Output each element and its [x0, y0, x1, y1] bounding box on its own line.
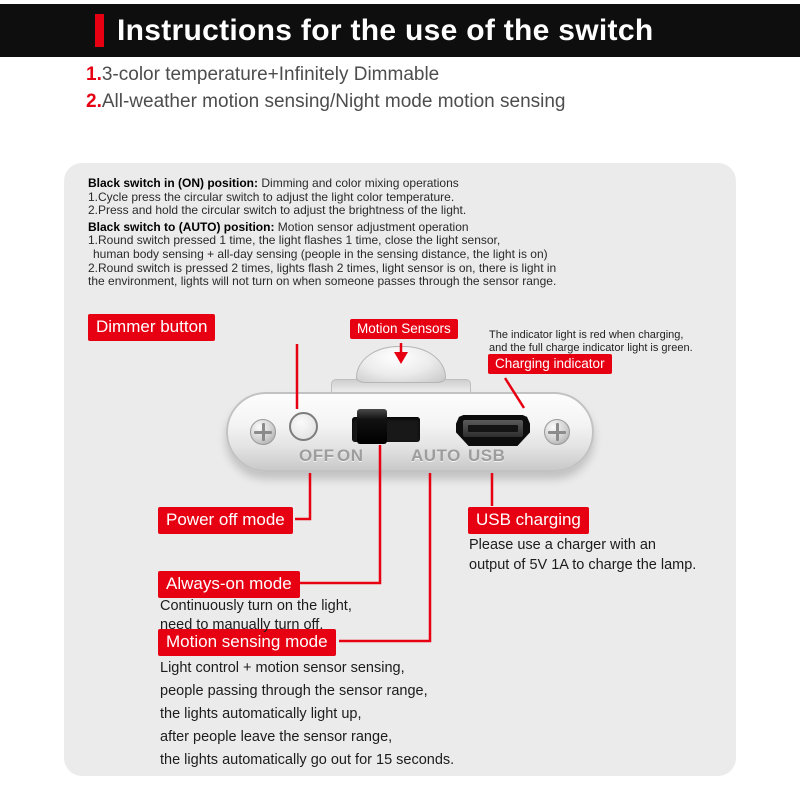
manual-auto-subtitle: Motion sensor adjustment operation: [277, 219, 469, 234]
motion-mode-note: [160, 657, 454, 772]
feature-2-text: All-weather motion sensing/Night mode motion sensing: [101, 91, 566, 112]
callout-motion-sensors: Motion Sensors: [350, 319, 458, 339]
feature-1-number: 1.: [86, 64, 102, 85]
callout-motion-sensing-mode: Motion sensing mode: [158, 629, 336, 656]
callout-dimmer-button: Dimmer button: [88, 314, 215, 341]
charging-note: [489, 329, 693, 354]
usb-port: [456, 415, 530, 446]
motion-note-line-1: Light control + motion sensor sensing,: [160, 660, 405, 676]
page-title: Instructions for the use of the switch: [117, 13, 654, 47]
charging-note-line-1: The indicator light is red when charging,: [489, 329, 684, 341]
manual-auto-step-1: 1.Round switch pressed 1 time, the light flashes 1 time, close the light sensor,: [88, 233, 501, 248]
usb-port-inner: [463, 420, 523, 437]
usb-note-line-1: Please use a charger with an: [469, 537, 656, 553]
mode-switch-knob: [357, 409, 387, 444]
manual-auto-title: Black switch to (AUTO) position:: [88, 219, 275, 234]
feature-2-number: 2.: [86, 91, 102, 112]
manual-on-step-1: 1.Cycle press the circular switch to adjust the light color temperature.: [88, 189, 455, 204]
motion-note-line-2: people passing through the sensor range,: [160, 683, 428, 699]
manual-on-step-2: 2.Press and hold the circular switch to adjust the brightness of the light.: [88, 203, 467, 218]
motion-sensor-dome: [356, 346, 446, 383]
screw-slot-v: [262, 423, 265, 441]
motion-note-line-5: the lights automatically go out for 15 seconds.: [160, 752, 455, 768]
motion-note-line-4: after people leave the sensor range,: [160, 729, 393, 745]
screw-icon-right: [544, 419, 570, 445]
manual-on-subtitle: Dimming and color mixing operations: [261, 176, 459, 190]
always-on-note-line-2: need to manually turn off.: [160, 617, 324, 633]
usb-note-line-2: output of 5V 1A to charge the lamp.: [469, 556, 697, 573]
screw-icon-left: [250, 419, 276, 445]
manual-auto-step-2: 2.Round switch is pressed 2 times, lights flash 2 times, light sensor is on, there is light in: [88, 260, 557, 275]
charging-note-line-2: and the full charge indicator light is green.: [489, 341, 693, 354]
always-on-note: [160, 597, 352, 635]
motion-note-line-3: the lights automatically light up,: [160, 706, 362, 722]
screw-slot-v: [556, 423, 559, 441]
callout-always-on-mode: Always-on mode: [158, 571, 300, 598]
marking-on: ON: [337, 446, 364, 465]
callout-usb-charging: USB charging: [468, 507, 589, 534]
usb-port-slot: [468, 425, 518, 432]
manual-on-title: Black switch in (ON) position:: [88, 176, 259, 190]
manual-auto-step-2b: the environment, lights will not turn on when someone passes through the sensor range.: [88, 274, 557, 289]
marking-off: OFF: [299, 446, 335, 465]
manual-auto-step-1b: human body sensing + all-day sensing (people in the sensing distance, the light is on): [93, 246, 548, 261]
feature-1-text: 3-color temperature+Infinitely Dimmable: [101, 64, 440, 85]
usb-note: [469, 536, 696, 575]
marking-auto: AUTO: [411, 446, 461, 465]
callout-charging-indicator: Charging indicator: [488, 354, 612, 374]
callout-power-off-mode: Power off mode: [158, 507, 293, 534]
always-on-note-line-1: Continuously turn on the light,: [160, 598, 352, 614]
dimmer-round-button: [289, 412, 318, 441]
marking-usb: USB: [468, 446, 506, 465]
